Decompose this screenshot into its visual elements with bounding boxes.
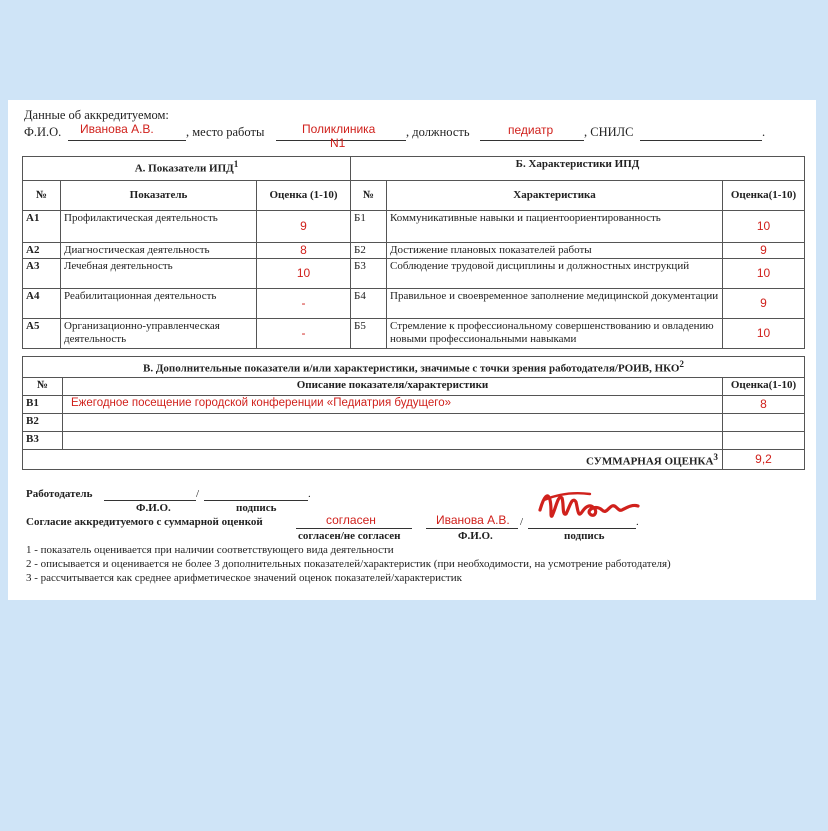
row-score [723, 431, 805, 449]
row-code: В2 [23, 413, 63, 431]
snils-label: , СНИЛС [584, 125, 634, 139]
row-score: - [257, 319, 351, 349]
employer-sign-line [204, 500, 308, 501]
row-code: А2 [23, 243, 61, 259]
row-name: Профилактическая деятельность [61, 211, 257, 243]
row-score: 9 [723, 243, 805, 259]
position-label: , должность [406, 125, 470, 139]
handwritten-signature [534, 486, 646, 526]
row-code: В1 [23, 395, 63, 413]
period: . [636, 516, 639, 528]
snils-underline [640, 140, 762, 141]
person-fio-line [426, 528, 518, 529]
col-description: Описание показателя/характеристики [63, 377, 723, 395]
col-score: Оценка(1-10) [723, 181, 805, 211]
col-score: Оценка(1-10) [723, 377, 805, 395]
row-score: 10 [257, 259, 351, 289]
total-value: 9,2 [723, 449, 805, 470]
col-characteristic: Характеристика [387, 181, 723, 211]
row-score [723, 413, 805, 431]
fio-value: Иванова А.В. [80, 122, 154, 136]
table-section-b [350, 156, 805, 349]
consent-value: согласен [326, 513, 376, 527]
row-name: Правильное и своевременное заполнение медицинской документации [387, 289, 723, 319]
row-score: 8 [723, 395, 805, 413]
form-title: Данные об аккредитуемом: [24, 108, 169, 122]
footnote-1: 1 - показатель оценивается при наличии соответствующего вида деятельности [26, 544, 394, 556]
row-name: Стремление к профессиональному совершенствованию и овладению новыми профессиональными навыками [387, 319, 723, 349]
row-code: А4 [23, 289, 61, 319]
row-score: 8 [257, 243, 351, 259]
accreditation-form [8, 100, 816, 600]
row-name: Организационно-управленческая деятельность [61, 319, 257, 349]
col-num: № [23, 181, 61, 211]
row-name: Реабилитационная деятельность [61, 289, 257, 319]
fio-label: Ф.И.О. [24, 125, 62, 139]
person-fio-caption: Ф.И.О. [458, 530, 493, 542]
section-b-title: Б. Характеристики ИПД [351, 157, 805, 181]
total-label: СУММАРНАЯ ОЦЕНКА$^3$ [23, 449, 723, 470]
work-label: , место работы [186, 125, 265, 139]
snils-end-dot: . [762, 125, 766, 139]
row-score: 9 [257, 211, 351, 243]
employer-sign-caption: подпись [236, 502, 277, 514]
section-a-title: А. Показатели ИПД$^1$ [23, 157, 351, 181]
row-score: 10 [723, 259, 805, 289]
row-name: Достижение плановых показателей работы [387, 243, 723, 259]
position-value: педиатр [508, 123, 554, 137]
table-section-a [22, 156, 351, 349]
col-score: Оценка (1-10) [257, 181, 351, 211]
row-code: А3 [23, 259, 61, 289]
row-name [63, 431, 723, 449]
col-num: № [351, 181, 387, 211]
row-code: В3 [23, 431, 63, 449]
row-name: Ежегодное посещение городской конференции «Педиатрия будущего» [63, 395, 723, 413]
work-value-line1: Поликлиника [302, 122, 376, 136]
row-code: А1 [23, 211, 61, 243]
work-value-line2: N1 [330, 136, 346, 150]
row-score: 9 [723, 289, 805, 319]
consent-label: Согласие аккредитуемого с суммарной оценкой [26, 516, 263, 528]
row-code: А5 [23, 319, 61, 349]
row-code: Б5 [351, 319, 387, 349]
section-v-title: В. Дополнительные показатели и/или характеристики, значимые с точки зрения работодателя/РОИВ, НКО$^2$ [23, 357, 805, 378]
row-name: Коммуникативные навыки и пациентоориентированность [387, 211, 723, 243]
row-code: Б4 [351, 289, 387, 319]
position-underline [480, 140, 584, 141]
consent-line [296, 528, 412, 529]
employer-fio-caption: Ф.И.О. [136, 502, 171, 514]
person-sign-caption: подпись [564, 530, 605, 542]
slash: / [520, 516, 524, 528]
row-code: Б3 [351, 259, 387, 289]
footnote-2: 2 - описывается и оценивается не более 3 дополнительных показателей/характеристик (при необходимости, на усмотрение работодателя) [26, 558, 671, 570]
employer-label: Работодатель [26, 488, 93, 500]
table-section-v [22, 356, 805, 470]
fio-underline [68, 140, 186, 141]
row-score: 10 [723, 211, 805, 243]
row-name: Диагностическая деятельность [61, 243, 257, 259]
row-code: Б1 [351, 211, 387, 243]
consent-caption: согласен/не согласен [298, 530, 401, 542]
row-code: Б2 [351, 243, 387, 259]
row-name: Лечебная деятельность [61, 259, 257, 289]
row-score: 10 [723, 319, 805, 349]
col-num: № [23, 377, 63, 395]
row-score: - [257, 289, 351, 319]
footnote-3: 3 - рассчитывается как среднее арифметическое значений оценок показателей/характеристик [26, 572, 462, 584]
employer-fio-line [104, 500, 196, 501]
col-indicator: Показатель [61, 181, 257, 211]
person-fio-value: Иванова А.В. [436, 513, 510, 527]
row-name: Соблюдение трудовой дисциплины и должностных инструкций [387, 259, 723, 289]
row-name [63, 413, 723, 431]
person-sign-line [528, 528, 636, 529]
period: . [308, 488, 311, 500]
slash: / [196, 488, 200, 500]
